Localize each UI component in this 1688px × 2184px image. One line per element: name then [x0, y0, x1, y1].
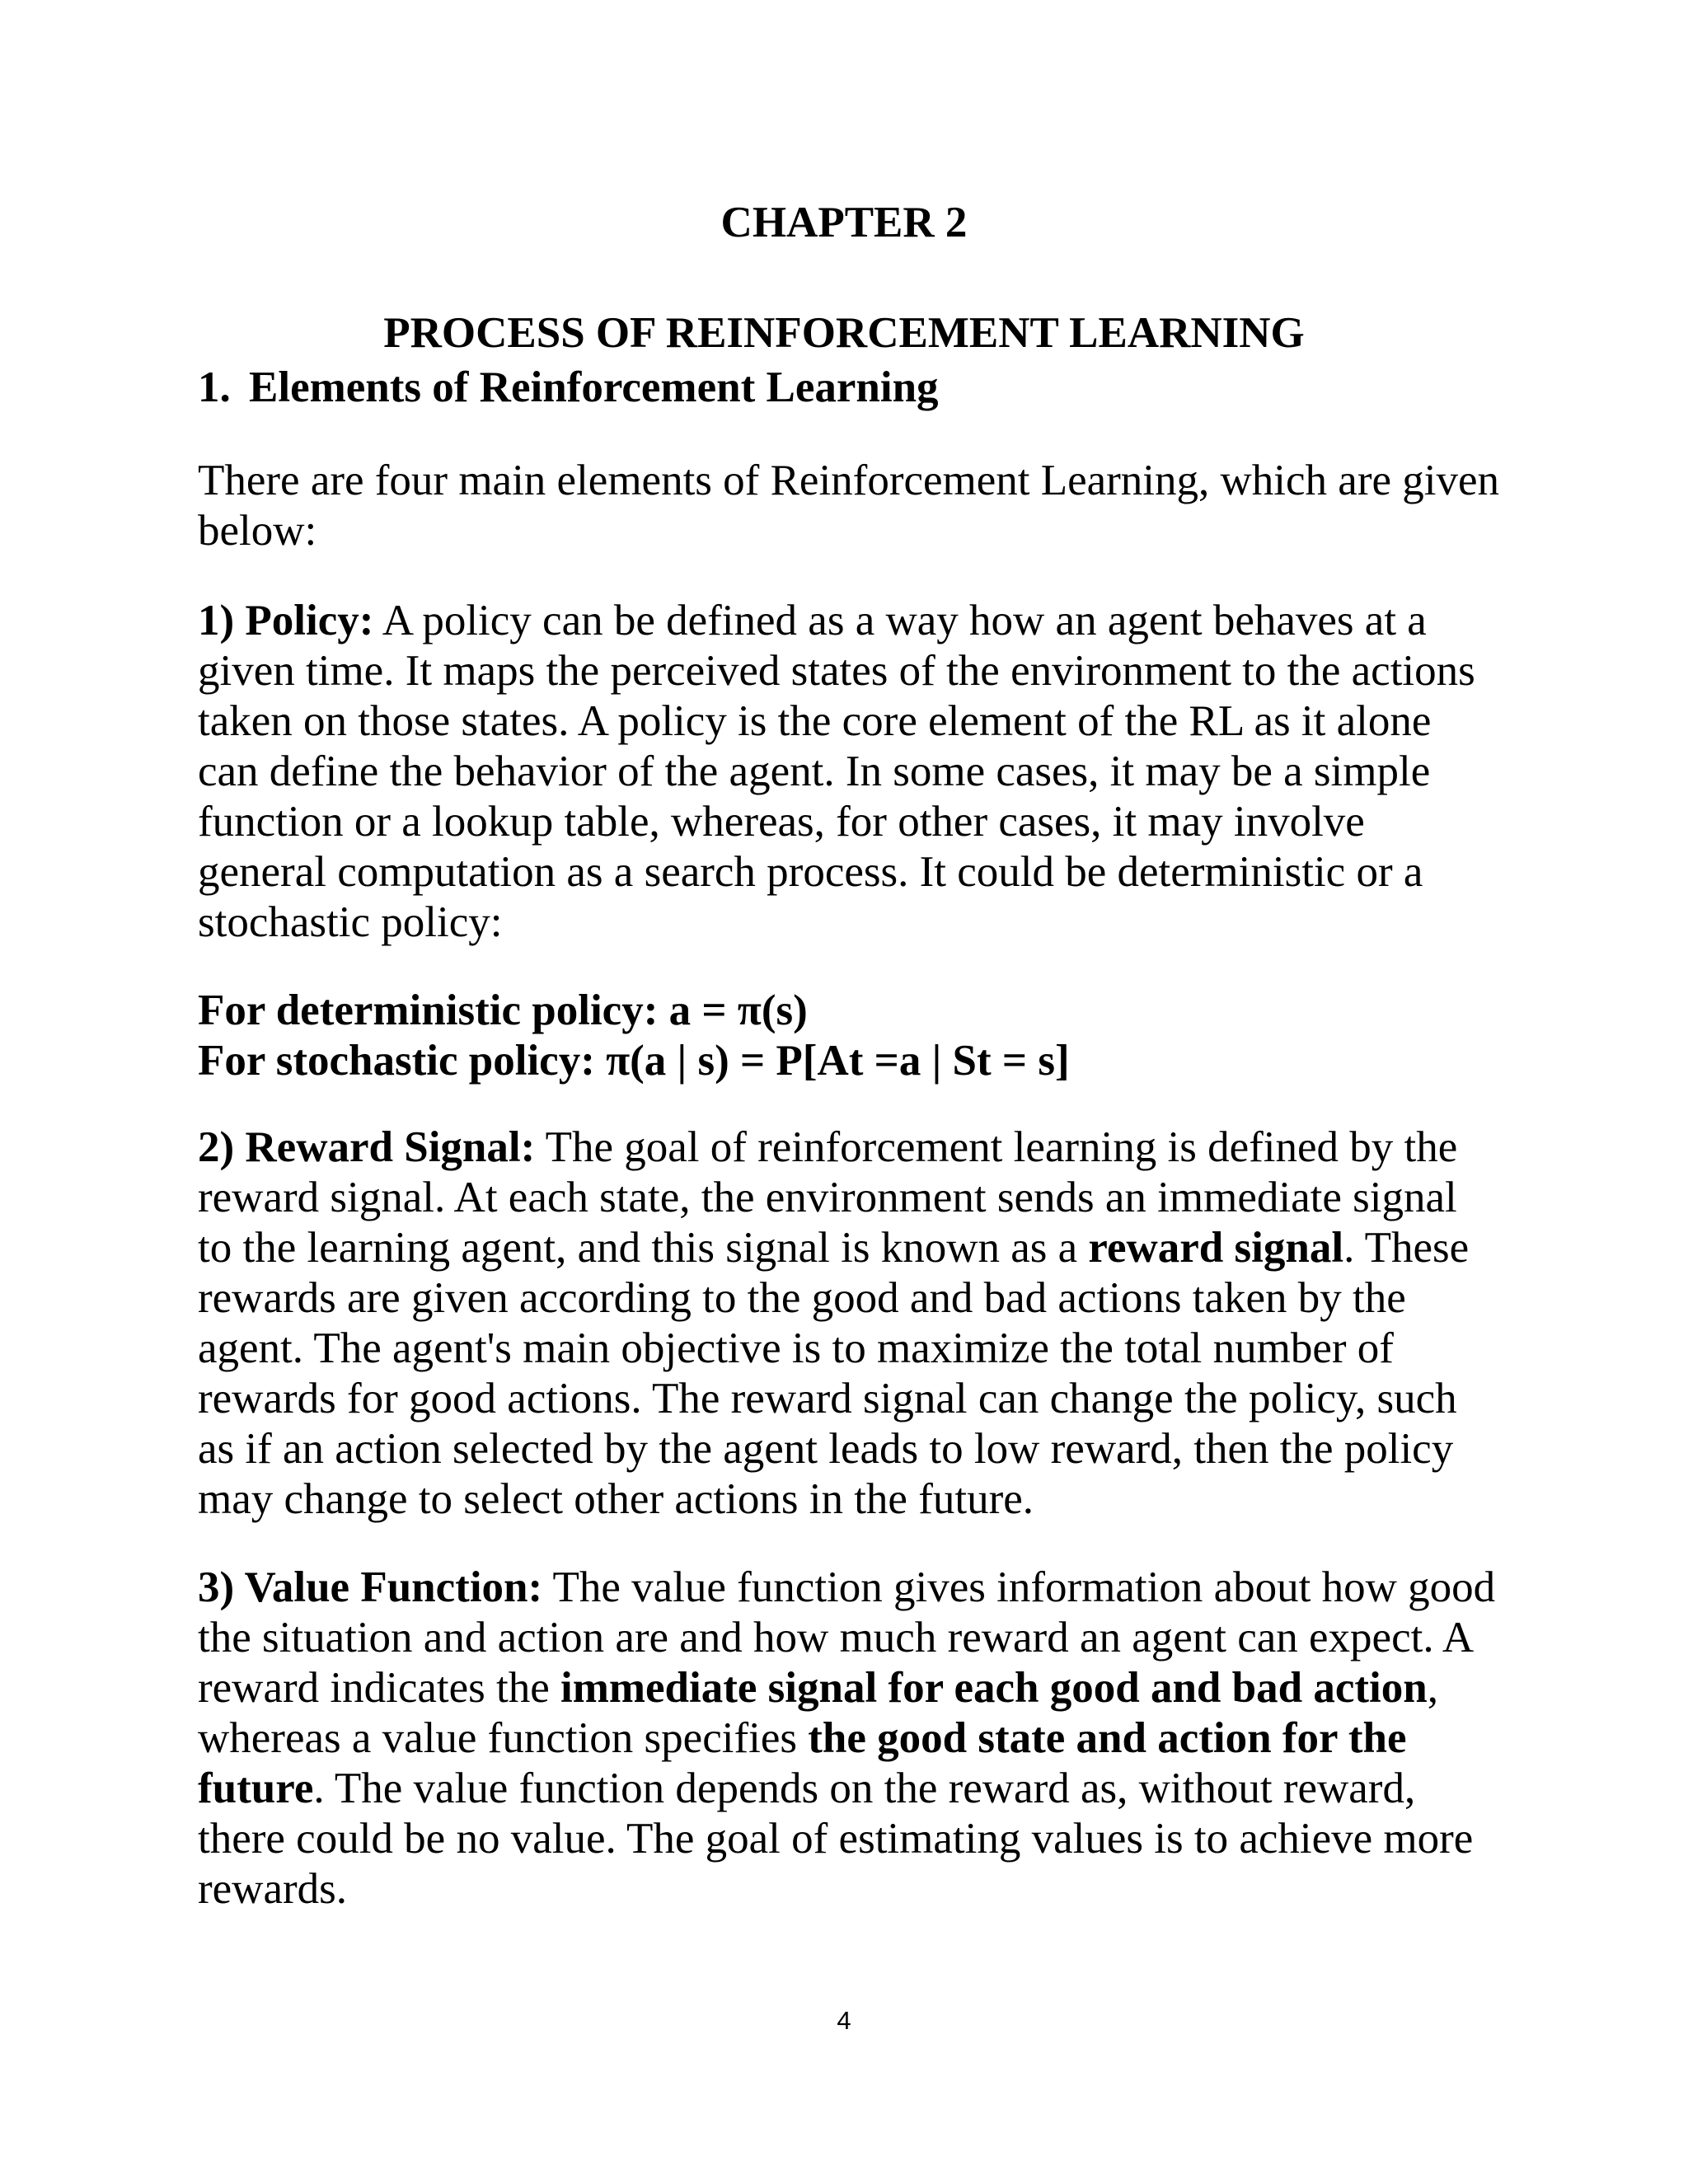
- chapter-title: PROCESS OF REINFORCEMENT LEARNING: [383, 309, 1305, 357]
- section-title: Elements of Reinforcement Learning: [249, 363, 939, 411]
- stochastic-policy-formula: For stochastic policy: π(a | s) = P[At =a | St = s]: [198, 1037, 1070, 1085]
- value-function-label: 3) Value Function:: [198, 1563, 543, 1611]
- section-heading: [198, 361, 1558, 414]
- chapter-heading: CHAPTER 2: [720, 199, 968, 246]
- intro-paragraph: There are four main elements of Reinforcement Learning, which are given below:: [198, 457, 1500, 555]
- value-bold-2: the good state and action for the future: [198, 1714, 1407, 1812]
- reward-signal-label: 2) Reward Signal:: [198, 1123, 536, 1171]
- policy-formulas: [198, 986, 1500, 1086]
- deterministic-policy-formula: For deterministic policy: a = π(s): [198, 987, 808, 1034]
- reward-text-1: The goal of reinforcement learning is defined by the reward signal. At each state, the environment sends an immediate signal to the learning agent, and this signal is known as a: [198, 1123, 1458, 1272]
- page-number: 4: [837, 2006, 851, 2035]
- value-text-3: . The value function depends on the reward as, without reward, there could be no value. The goal of estimating values is to achieve more rewards.: [198, 1765, 1474, 1913]
- reward-signal-paragraph: [198, 1122, 1500, 1525]
- policy-label: 1) Policy:: [198, 597, 374, 644]
- policy-text: A policy can be defined as a way how an agent behaves at a given time. It maps the perceived states of the environment to the actions taken on those states. A policy is the core element of the RL as it alone can define the behavior of the agent. In some cases, it may be a simple function or a lookup table, whereas, for other cases, it may involve general computation as a search process. It could be deterministic or a stochastic policy:: [198, 597, 1475, 946]
- section-number: 1.: [198, 363, 231, 411]
- value-function-paragraph: [198, 1563, 1500, 1915]
- reward-signal-term: reward signal: [1088, 1224, 1344, 1272]
- value-bold-1: immediate signal for each good and bad action: [560, 1664, 1428, 1712]
- policy-paragraph: [198, 596, 1500, 948]
- value-text-2: , whereas a value function specifies: [198, 1664, 1438, 1762]
- value-text-1: The value function gives information about how good the situation and action are and how much reward an agent can expect. A reward indicates the: [198, 1563, 1496, 1712]
- reward-text-2: . These rewards are given according to the good and bad actions taken by the agent. The agent's main objective is to maximize the total number of rewards for good actions. The reward signal can change the policy, such as if an action selected by the agent leads to low reward, then the policy may change to select other actions in the future.: [198, 1224, 1470, 1523]
